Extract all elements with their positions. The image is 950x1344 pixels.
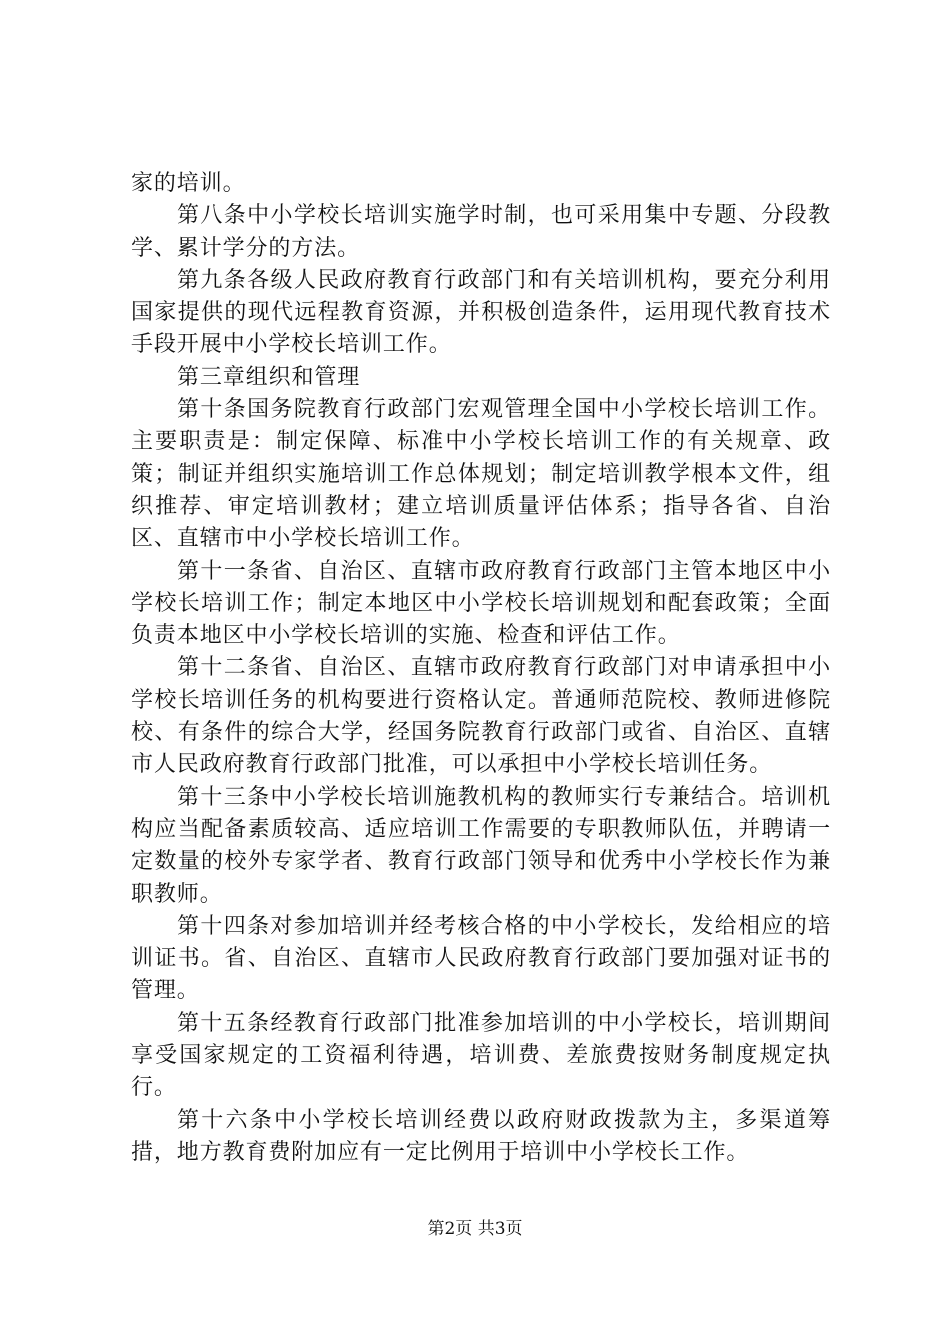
paragraph-continuation: 家的培训。	[131, 171, 246, 196]
paragraph-article-13: 第十三条中小学校长培训施教机构的教师实行专兼结合。培训机构应当配备素质较高、适应培训工作需要的专职教师队伍，并聘请一定数量的校外专家学者、教育行政部门领导和优秀中小学校长作为兼职教师。	[131, 784, 831, 907]
paragraph-article-14: 第十四条对参加培训并经考核合格的中小学校长，发给相应的培训证书。省、自治区、直辖市人民政府教育行政部门要加强对证书的管理。	[131, 913, 831, 1004]
paragraph-article-12: 第十二条省、自治区、直辖市政府教育行政部门对申请承担中小学校长培训任务的机构要进行资格认定。普通师范院校、教师进修院校、有条件的综合大学，经国务院教育行政部门或省、自治区、直辖市人民政府教育行政部门批准，可以承担中小学校长培训任务。	[131, 655, 831, 778]
paragraph-article-11: 第十一条省、自治区、直辖市政府教育行政部门主管本地区中小学校长培训工作；制定本地区中小学校长培训规划和配套政策；全面负责本地区中小学校长培训的实施、检查和评估工作。	[131, 558, 831, 649]
paragraph-article-16: 第十六条中小学校长培训经费以政府财政拨款为主，多渠道筹措，地方教育费附加应有一定比例用于培训中小学校长工作。	[131, 1107, 831, 1165]
document-body	[131, 168, 831, 1169]
paragraph-article-10: 第十条国务院教育行政部门宏观管理全国中小学校长培训工作。主要职责是：制定保障、标准中小学校长培训工作的有关规章、政策；制证并组织实施培训工作总体规划；制定培训教学根本文件，组织推荐、审定培训教材；建立培训质量评估体系；指导各省、自治区、直辖市中小学校长培训工作。	[131, 397, 831, 552]
paragraph-article-15: 第十五条经教育行政部门批准参加培训的中小学校长，培训期间享受国家规定的工资福利待遇，培训费、差旅费按财务制度规定执行。	[131, 1010, 831, 1101]
page-number-footer: 第2页 共3页	[427, 1219, 523, 1239]
paragraph-article-9: 第九条各级人民政府教育行政部门和有关培训机构，要充分利用国家提供的现代远程教育资源，并积极创造条件，运用现代教育技术手段开展中小学校长培训工作。	[131, 267, 831, 358]
paragraph-article-8: 第八条中小学校长培训实施学时制，也可采用集中专题、分段教学、累计学分的方法。	[131, 203, 831, 261]
chapter-heading: 第三章组织和管理	[177, 364, 361, 390]
